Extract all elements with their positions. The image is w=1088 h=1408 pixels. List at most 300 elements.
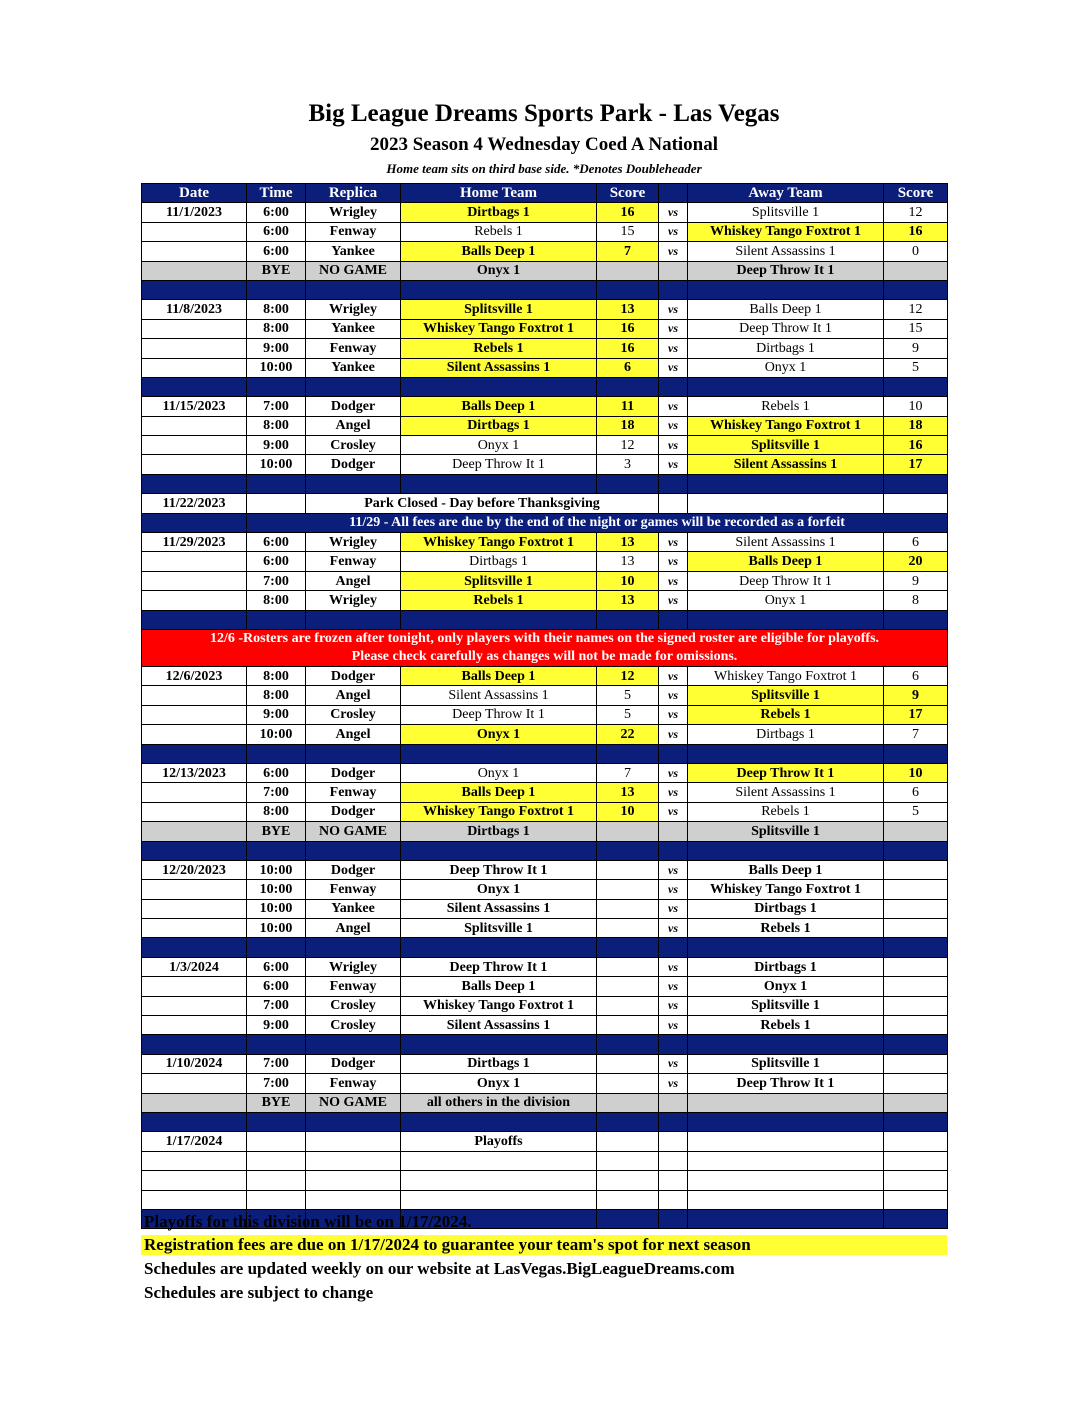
home-score: 5 [597, 705, 659, 724]
game-row [142, 763, 948, 782]
game-row [142, 339, 948, 358]
empty-cell [247, 841, 306, 860]
away-team: Splitsville 1 [688, 1054, 884, 1073]
empty-cell [306, 1035, 401, 1054]
empty-cell [247, 744, 306, 763]
empty-cell [688, 610, 884, 629]
game-replica-field: NO GAME [306, 1093, 401, 1112]
game-time: 9:00 [247, 705, 306, 724]
week-separator-row [142, 280, 948, 299]
home-team: Deep Throw It 1 [401, 455, 597, 474]
game-replica-field: Fenway [306, 880, 401, 899]
away-team: Rebels 1 [688, 397, 884, 416]
vs-label: vs [659, 455, 688, 474]
empty-cell [306, 1190, 401, 1209]
game-time: 6:00 [247, 552, 306, 571]
game-date [142, 436, 247, 455]
roster-alert-cell [142, 629, 948, 666]
game-replica-field: Wrigley [306, 591, 401, 610]
home-score: 13 [597, 300, 659, 319]
vs-label: vs [659, 996, 688, 1015]
empty-cell [688, 1209, 884, 1228]
game-date [142, 802, 247, 821]
away-team: Dirtbags 1 [688, 957, 884, 976]
empty-cell [597, 610, 659, 629]
empty-cell [142, 1171, 247, 1190]
empty-cell [142, 280, 247, 299]
away-team: Whiskey Tango Foxtrot 1 [688, 222, 884, 241]
away-score: 6 [884, 666, 948, 685]
empty-cell [306, 1151, 401, 1170]
home-score [597, 860, 659, 879]
away-score [884, 261, 948, 280]
away-team: Silent Assassins 1 [688, 533, 884, 552]
empty-cell [688, 938, 884, 957]
away-score: 10 [884, 763, 948, 782]
home-team: Splitsville 1 [401, 919, 597, 938]
empty-cell [401, 280, 597, 299]
empty-cell [884, 1171, 948, 1190]
roster-alert-line1: 12/6 -Rosters are frozen after tonight, only players with their names on the signed roster are eligible for playoffs. [209, 630, 880, 646]
game-date: 1/17/2024 [142, 1132, 247, 1151]
empty-cell [401, 841, 597, 860]
empty-cell [659, 1112, 688, 1131]
game-time: 10:00 [247, 725, 306, 744]
game-row [142, 860, 948, 879]
game-time: 9:00 [247, 436, 306, 455]
away-score [884, 977, 948, 996]
empty-cell [659, 1209, 688, 1228]
home-score [597, 957, 659, 976]
empty-cell [597, 1112, 659, 1131]
home-team: Onyx 1 [401, 763, 597, 782]
away-score: 17 [884, 455, 948, 474]
empty-cell [597, 1209, 659, 1228]
table-header-row [142, 184, 948, 203]
vs-label: vs [659, 533, 688, 552]
home-team: Rebels 1 [401, 222, 597, 241]
game-date [142, 416, 247, 435]
roster-alert-row [142, 629, 948, 666]
home-team: Silent Assassins 1 [401, 1016, 597, 1035]
game-row [142, 802, 948, 821]
game-replica-field: Angel [306, 571, 401, 590]
col-header-home-score: Score [597, 184, 659, 203]
empty-cell [659, 377, 688, 396]
away-score: 12 [884, 203, 948, 222]
col-header-away-team: Away Team [688, 184, 884, 203]
empty-cell [659, 610, 688, 629]
away-team: Splitsville 1 [688, 996, 884, 1015]
empty-cell [142, 610, 247, 629]
vs-label [659, 1093, 688, 1112]
home-team: Silent Assassins 1 [401, 899, 597, 918]
game-time: 10:00 [247, 880, 306, 899]
home-team: Dirtbags 1 [401, 552, 597, 571]
away-score [884, 1016, 948, 1035]
game-time: 10:00 [247, 899, 306, 918]
game-row [142, 416, 948, 435]
game-replica-field: Yankee [306, 899, 401, 918]
empty-cell [659, 494, 688, 513]
home-team: Balls Deep 1 [401, 783, 597, 802]
empty-cell [688, 377, 884, 396]
home-score: 12 [597, 666, 659, 685]
empty-cell [306, 377, 401, 396]
game-time: 8:00 [247, 416, 306, 435]
vs-label: vs [659, 397, 688, 416]
empty-cell [597, 1151, 659, 1170]
game-row [142, 957, 948, 976]
empty-cell [659, 280, 688, 299]
fees-notice-row [142, 513, 948, 532]
home-score: 10 [597, 802, 659, 821]
away-team: Onyx 1 [688, 358, 884, 377]
game-date: 12/13/2023 [142, 763, 247, 782]
empty-cell [401, 1035, 597, 1054]
empty-cell [884, 1035, 948, 1054]
empty-cell [688, 1035, 884, 1054]
home-score [597, 1074, 659, 1093]
game-row [142, 571, 948, 590]
game-row [142, 242, 948, 261]
game-replica-field: Fenway [306, 552, 401, 571]
col-header-home-team: Home Team [401, 184, 597, 203]
away-score: 8 [884, 591, 948, 610]
vs-label: vs [659, 977, 688, 996]
game-replica-field: Dodger [306, 666, 401, 685]
away-team: Rebels 1 [688, 705, 884, 724]
game-date [142, 591, 247, 610]
empty-cell [142, 513, 247, 532]
away-team: Whiskey Tango Foxtrot 1 [688, 666, 884, 685]
away-score [884, 822, 948, 841]
empty-cell [306, 841, 401, 860]
game-time: 6:00 [247, 977, 306, 996]
empty-cell [247, 1171, 306, 1190]
home-score: 16 [597, 339, 659, 358]
game-time: 8:00 [247, 686, 306, 705]
game-row [142, 725, 948, 744]
vs-label: vs [659, 319, 688, 338]
home-score [597, 977, 659, 996]
col-header-away-score: Score [884, 184, 948, 203]
game-time: 6:00 [247, 957, 306, 976]
vs-label: vs [659, 880, 688, 899]
empty-cell [306, 474, 401, 493]
home-score: 7 [597, 763, 659, 782]
away-team: Whiskey Tango Foxtrot 1 [688, 880, 884, 899]
empty-cell [597, 1190, 659, 1209]
home-team: Silent Assassins 1 [401, 358, 597, 377]
game-replica-field: Wrigley [306, 957, 401, 976]
empty-cell [597, 938, 659, 957]
home-team: Deep Throw It 1 [401, 957, 597, 976]
away-score: 12 [884, 300, 948, 319]
empty-cell [659, 1190, 688, 1209]
col-header-vs [659, 184, 688, 203]
game-date [142, 686, 247, 705]
game-row [142, 455, 948, 474]
vs-label: vs [659, 1016, 688, 1035]
game-time: 10:00 [247, 919, 306, 938]
vs-label: vs [659, 860, 688, 879]
week-separator-row [142, 474, 948, 493]
game-date [142, 222, 247, 241]
game-replica-field: Yankee [306, 319, 401, 338]
home-score: 10 [597, 571, 659, 590]
empty-cell [142, 744, 247, 763]
empty-cell [688, 744, 884, 763]
game-time: BYE [247, 1093, 306, 1112]
vs-label: vs [659, 1074, 688, 1093]
game-row [142, 1074, 948, 1093]
home-score: 16 [597, 319, 659, 338]
empty-cell [247, 610, 306, 629]
game-row [142, 996, 948, 1015]
footer-playoffs-note: Playoffs for this division will be on 1/17/2024. [144, 1212, 472, 1231]
home-score [597, 899, 659, 918]
home-score: 22 [597, 725, 659, 744]
home-score: 11 [597, 397, 659, 416]
empty-cell [884, 610, 948, 629]
game-date [142, 552, 247, 571]
home-team: Whiskey Tango Foxtrot 1 [401, 996, 597, 1015]
game-time: 9:00 [247, 339, 306, 358]
game-time: 7:00 [247, 571, 306, 590]
vs-label: vs [659, 552, 688, 571]
home-score [597, 1093, 659, 1112]
empty-cell [597, 377, 659, 396]
game-replica-field: Dodger [306, 860, 401, 879]
game-date: 11/1/2023 [142, 203, 247, 222]
empty-cell [884, 474, 948, 493]
home-team: Onyx 1 [401, 880, 597, 899]
away-team: Deep Throw It 1 [688, 1074, 884, 1093]
game-time: 6:00 [247, 763, 306, 782]
away-team: Whiskey Tango Foxtrot 1 [688, 416, 884, 435]
away-team [688, 1093, 884, 1112]
fees-notice-text: 11/29 - All fees are due by the end of the night or games will be recorded as a forfeit [247, 513, 948, 532]
vs-label: vs [659, 957, 688, 976]
empty-cell [142, 1151, 247, 1170]
empty-cell [401, 610, 597, 629]
game-date [142, 705, 247, 724]
home-team: Splitsville 1 [401, 300, 597, 319]
vs-label: vs [659, 242, 688, 261]
game-row [142, 533, 948, 552]
bye-row [142, 261, 948, 280]
empty-cell [306, 744, 401, 763]
game-date [142, 319, 247, 338]
empty-cell [884, 938, 948, 957]
game-replica-field: Wrigley [306, 533, 401, 552]
home-score [597, 919, 659, 938]
footer-registration-note: Registration fees are due on 1/17/2024 to guarantee your team's spot for next season [141, 1235, 947, 1255]
away-score: 9 [884, 686, 948, 705]
game-row [142, 899, 948, 918]
game-row [142, 222, 948, 241]
game-replica-field: Fenway [306, 222, 401, 241]
home-team: Silent Assassins 1 [401, 686, 597, 705]
game-replica-field: Dodger [306, 802, 401, 821]
game-replica-field: Fenway [306, 339, 401, 358]
home-score: 13 [597, 533, 659, 552]
away-team: Silent Assassins 1 [688, 242, 884, 261]
game-time: BYE [247, 822, 306, 841]
away-score [884, 860, 948, 879]
empty-cell [247, 938, 306, 957]
vs-label: vs [659, 339, 688, 358]
empty-cell [247, 377, 306, 396]
empty-cell [306, 610, 401, 629]
empty-cell [247, 1112, 306, 1131]
game-time: 8:00 [247, 319, 306, 338]
game-date [142, 1074, 247, 1093]
home-team: Rebels 1 [401, 591, 597, 610]
game-time: 6:00 [247, 222, 306, 241]
away-team: Rebels 1 [688, 919, 884, 938]
game-date [142, 725, 247, 744]
empty-cell [884, 1151, 948, 1170]
game-date [142, 1016, 247, 1035]
vs-label: vs [659, 666, 688, 685]
vs-label: vs [659, 725, 688, 744]
vs-label: vs [659, 571, 688, 590]
footer-website-note: Schedules are updated weekly on our website at LasVegas.BigLeagueDreams.com [144, 1259, 735, 1278]
game-date: 1/10/2024 [142, 1054, 247, 1073]
game-row [142, 591, 948, 610]
vs-label: vs [659, 802, 688, 821]
home-team: Balls Deep 1 [401, 242, 597, 261]
away-score: 9 [884, 571, 948, 590]
game-date [142, 339, 247, 358]
empty-cell [142, 841, 247, 860]
game-date: 12/6/2023 [142, 666, 247, 685]
empty-cell [401, 1112, 597, 1131]
vs-label: vs [659, 1054, 688, 1073]
empty-cell [688, 1151, 884, 1170]
empty-cell [659, 1035, 688, 1054]
week-separator-row [142, 1112, 948, 1131]
game-date [142, 783, 247, 802]
home-team: Dirtbags 1 [401, 416, 597, 435]
home-score [597, 1132, 659, 1151]
game-date [142, 977, 247, 996]
game-row [142, 397, 948, 416]
game-time: 7:00 [247, 1074, 306, 1093]
empty-cell [306, 1171, 401, 1190]
vs-label: vs [659, 919, 688, 938]
home-team: Splitsville 1 [401, 571, 597, 590]
game-replica-field: Yankee [306, 242, 401, 261]
game-date [142, 919, 247, 938]
empty-cell [659, 841, 688, 860]
empty-cell [884, 1112, 948, 1131]
away-score [884, 919, 948, 938]
bye-row [142, 822, 948, 841]
away-score [884, 899, 948, 918]
game-row [142, 686, 948, 705]
away-score [884, 1054, 948, 1073]
game-time: 10:00 [247, 455, 306, 474]
game-replica-field: Crosley [306, 705, 401, 724]
empty-cell [401, 938, 597, 957]
game-replica-field: Angel [306, 725, 401, 744]
vs-label: vs [659, 300, 688, 319]
game-date: 11/15/2023 [142, 397, 247, 416]
game-row [142, 358, 948, 377]
page-subtitle: 2023 Season 4 Wednesday Coed A National [369, 134, 719, 155]
home-score: 5 [597, 686, 659, 705]
away-score: 15 [884, 319, 948, 338]
home-score [597, 1054, 659, 1073]
game-time: 8:00 [247, 591, 306, 610]
home-team: Deep Throw It 1 [401, 860, 597, 879]
game-date: 11/29/2023 [142, 533, 247, 552]
game-replica-field: Crosley [306, 1016, 401, 1035]
empty-cell [688, 1112, 884, 1131]
home-team: Deep Throw It 1 [401, 705, 597, 724]
game-date [142, 358, 247, 377]
empty-cell [401, 474, 597, 493]
home-team: Balls Deep 1 [401, 397, 597, 416]
away-score [884, 880, 948, 899]
game-time: 6:00 [247, 203, 306, 222]
empty-cell [659, 1151, 688, 1170]
empty-cell [884, 377, 948, 396]
col-header-time: Time [247, 184, 306, 203]
empty-cell [401, 1171, 597, 1190]
game-date [142, 880, 247, 899]
empty-cell [884, 841, 948, 860]
vs-label: vs [659, 783, 688, 802]
empty-cell [884, 280, 948, 299]
away-team: Deep Throw It 1 [688, 763, 884, 782]
home-score: 16 [597, 203, 659, 222]
game-replica-field: Dodger [306, 397, 401, 416]
empty-cell [884, 1190, 948, 1209]
away-team: Splitsville 1 [688, 203, 884, 222]
empty-cell [688, 1171, 884, 1190]
game-row [142, 1132, 948, 1151]
game-date [142, 455, 247, 474]
empty-cell [659, 938, 688, 957]
away-score: 5 [884, 358, 948, 377]
empty-cell [597, 474, 659, 493]
game-date [142, 242, 247, 261]
empty-cell [688, 494, 884, 513]
empty-cell [597, 1171, 659, 1190]
away-score: 6 [884, 533, 948, 552]
away-team: Onyx 1 [688, 977, 884, 996]
home-score [597, 996, 659, 1015]
game-date: 12/20/2023 [142, 860, 247, 879]
away-team: Dirtbags 1 [688, 899, 884, 918]
away-score: 16 [884, 436, 948, 455]
empty-cell [142, 377, 247, 396]
home-team: Dirtbags 1 [401, 822, 597, 841]
away-team: Dirtbags 1 [688, 339, 884, 358]
home-score [597, 1016, 659, 1035]
empty-cell [142, 1190, 247, 1209]
game-time: 7:00 [247, 783, 306, 802]
game-date: 11/22/2023 [142, 494, 247, 513]
home-score: 6 [597, 358, 659, 377]
away-team: Rebels 1 [688, 802, 884, 821]
vs-label: vs [659, 358, 688, 377]
empty-cell [884, 1209, 948, 1228]
